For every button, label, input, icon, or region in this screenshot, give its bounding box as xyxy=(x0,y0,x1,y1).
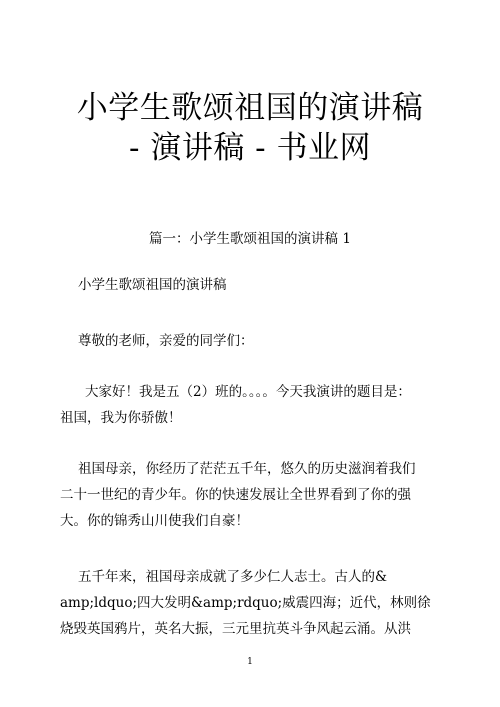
document-title-line-2: - 演讲稿 - 书业网 xyxy=(128,130,371,166)
paragraph-line: 尊敬的老师，亲爱的同学们： xyxy=(78,333,254,349)
page-number: 1 xyxy=(247,657,253,667)
paragraph-line: 五千年来，祖国母亲成就了多少仁人志士。古人的& xyxy=(78,569,388,585)
article-title: 小学生歌颂祖国的演讲稿 xyxy=(78,277,227,293)
paragraph-line: 大家好！我是五（2）班的。。。。今天我演讲的题目是： xyxy=(85,384,411,400)
paragraph-line: 烧毁英国鸦片，英名大振，三元里抗英斗争风起云涌。从洪 xyxy=(60,621,411,637)
paragraph-line: 祖国母亲，你经历了茫茫五千年，悠久的历史滋润着我们 xyxy=(78,461,416,477)
paragraph-line: 大。你的锦秀山川使我们自豪！ xyxy=(60,513,249,529)
document-title-line-1: 小学生歌颂祖国的演讲稿 xyxy=(76,90,424,126)
section-heading: 篇一：小学生歌颂祖国的演讲稿 1 xyxy=(149,231,351,247)
paragraph-line: amp;ldquo;四大发明&amp;rdquo;威震四海；近代，林则徐 xyxy=(60,595,431,611)
paragraph-line: 二十一世纪的青少年。你的快速发展让全世界看到了你的强 xyxy=(60,487,411,503)
paragraph-line: 祖国，我为你骄傲！ xyxy=(60,410,182,426)
